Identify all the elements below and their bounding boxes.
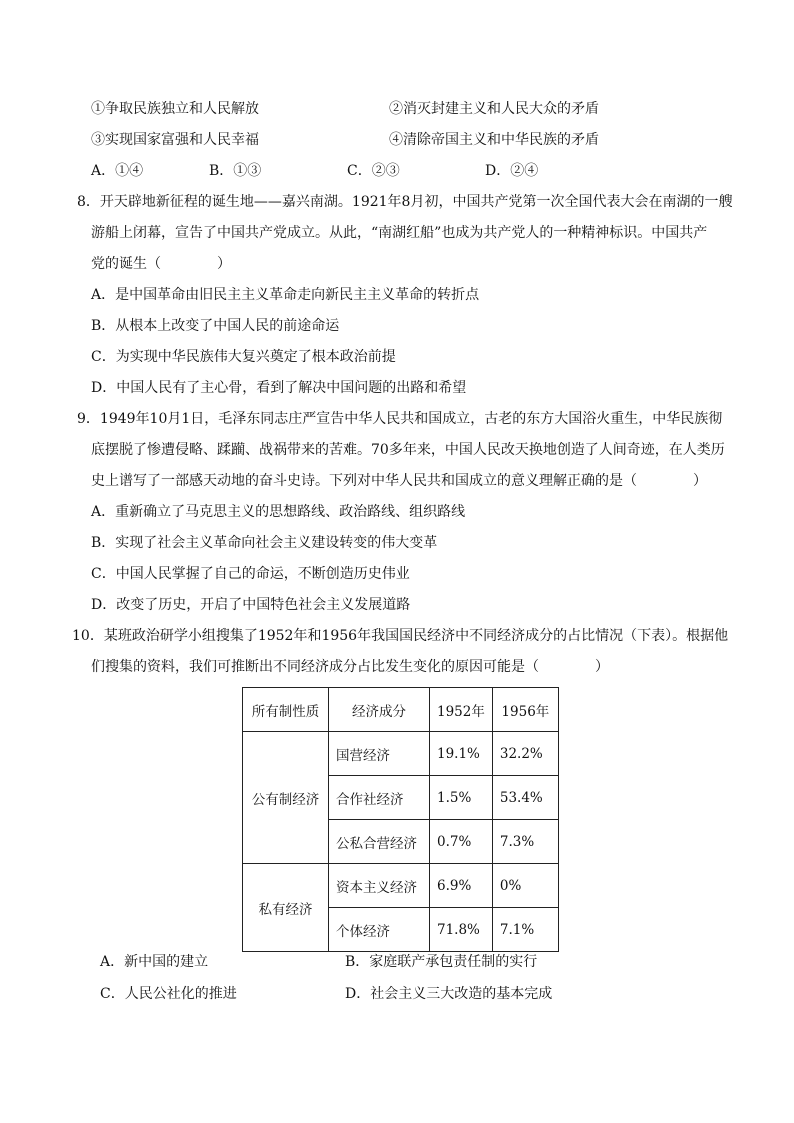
- q8-option-d[interactable]: D．中国人民有了主心骨，看到了解决中国问题的出路和希望: [91, 380, 467, 396]
- q9-stem-line-3: 史上谱写了一部感天动地的奋斗史诗。下列对中华人民共和国成立的意义理解正确的是（ ）: [91, 473, 707, 489]
- table-cell: 个体经济: [329, 908, 430, 952]
- q9-option-b[interactable]: B．实现了社会主义革命向社会主义建设转变的伟大变革: [91, 535, 438, 551]
- q9-option-c[interactable]: C．中国人民掌握了自己的命运，不断创造历史伟业: [91, 566, 410, 582]
- q10-stem-line-1: 10．某班政治研学小组搜集了1952年和1956年我国国民经济中不同经济成分的占比情况（下表）。根据他: [72, 628, 729, 644]
- table-cell: 32.2%: [492, 732, 558, 776]
- table-row: [243, 732, 559, 776]
- q7-item-4: ④清除帝国主义和中华民族的矛盾: [389, 132, 599, 148]
- table-header-cell: 1956年: [492, 688, 558, 732]
- table-cell: 71.8%: [430, 908, 493, 952]
- ownership-group-private: 私有经济: [243, 864, 329, 952]
- q8-stem-line-2: 游船上闭幕，宣告了中国共产党成立。从此，“南湖红船”也成为共产党人的一种精神标识。中国共产: [91, 225, 708, 241]
- q7-item-2: ②消灭封建主义和人民大众的矛盾: [389, 101, 599, 117]
- table-header-cell: 所有制性质: [243, 688, 329, 732]
- q9-option-d[interactable]: D．改变了历史，开启了中国特色社会主义发展道路: [91, 597, 411, 613]
- table-cell: 公私合营经济: [329, 820, 430, 864]
- q7-option-d[interactable]: D．②④: [485, 163, 539, 179]
- q8-stem-line-1: 8．开天辟地新征程的诞生地——嘉兴南湖。1921年8月初，中国共产党第一次全国代表大会在南湖的一艘: [77, 194, 733, 210]
- q10-option-b[interactable]: B．家庭联产承包责任制的实行: [345, 954, 538, 970]
- table-cell: 合作社经济: [329, 776, 430, 820]
- table-cell: 7.3%: [492, 820, 558, 864]
- q10-option-c[interactable]: C．人民公社化的推进: [100, 986, 237, 1002]
- table-cell: 1.5%: [430, 776, 493, 820]
- q9-stem-line-1: 9．1949年10月1日，毛泽东同志庄严宣告中华人民共和国成立，古老的东方大国浴火重生，中华民族彻: [77, 411, 723, 427]
- q10-option-a[interactable]: A．新中国的建立: [100, 954, 209, 970]
- ownership-group-public: 公有制经济: [243, 732, 329, 864]
- table-header-cell: 1952年: [430, 688, 493, 732]
- q7-option-a[interactable]: A．①④: [91, 163, 144, 179]
- q7-item-3: ③实现国家富强和人民幸福: [91, 132, 259, 148]
- q10-option-d[interactable]: D．社会主义三大改造的基本完成: [345, 986, 553, 1002]
- table-header-cell: 经济成分: [329, 688, 430, 732]
- table-cell: 0.7%: [430, 820, 493, 864]
- q9-stem-line-2: 底摆脱了惨遭侵略、蹂躏、战祸带来的苦难。70多年来，中国人民改天换地创造了人间奇迹，在人类历: [91, 442, 725, 458]
- q8-stem-line-3: 党的诞生（ ）: [91, 256, 231, 272]
- q9-option-a[interactable]: A．重新确立了马克思主义的思想路线、政治路线、组织路线: [91, 504, 466, 520]
- q7-option-c[interactable]: C．②③: [347, 163, 400, 179]
- q7-item-1: ①争取民族独立和人民解放: [91, 101, 259, 117]
- table-row: [243, 864, 559, 908]
- table-header-row: [243, 688, 559, 732]
- table-cell: 国营经济: [329, 732, 430, 776]
- table-cell: 53.4%: [492, 776, 558, 820]
- q8-option-a[interactable]: A．是中国革命由旧民主主义革命走向新民主主义革命的转折点: [91, 287, 480, 303]
- q8-option-b[interactable]: B．从根本上改变了中国人民的前途命运: [91, 318, 340, 334]
- table-cell: 资本主义经济: [329, 864, 430, 908]
- economy-share-table: [242, 687, 559, 952]
- table-cell: 19.1%: [430, 732, 493, 776]
- table-cell: 0%: [492, 864, 558, 908]
- q10-stem-line-2: 们搜集的资料，我们可推断出不同经济成分占比发生变化的原因可能是（ ）: [91, 659, 609, 675]
- q8-option-c[interactable]: C．为实现中华民族伟大复兴奠定了根本政治前提: [91, 349, 396, 365]
- table-cell: 7.1%: [492, 908, 558, 952]
- table-cell: 6.9%: [430, 864, 493, 908]
- q7-option-b[interactable]: B．①③: [209, 163, 262, 179]
